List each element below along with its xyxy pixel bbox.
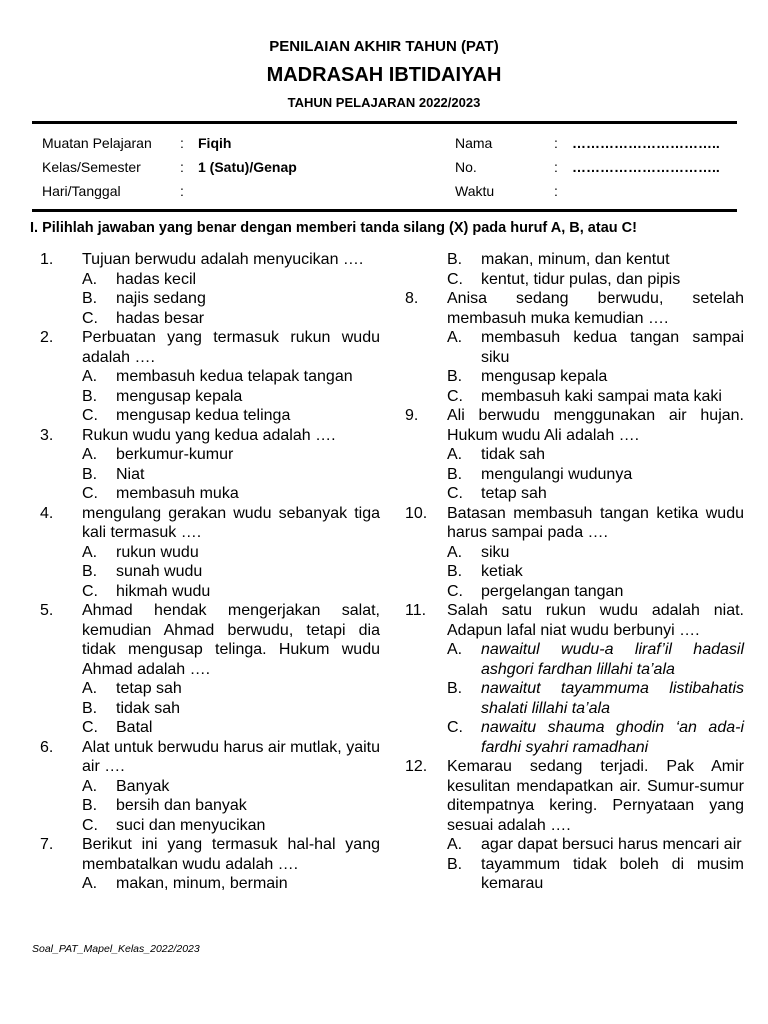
info-subject-label: Muatan Pelajaran (42, 135, 152, 151)
info-class-label: Kelas/Semester (42, 159, 141, 175)
question-item (40, 504, 380, 543)
question-item (405, 601, 744, 640)
info-divider (32, 209, 737, 212)
option-text: bersih dan banyak (116, 797, 247, 814)
option-text: membasuh kedua telapak tangan (116, 368, 353, 385)
exam-title: PENILAIAN AKHIR TAHUN (PAT) (269, 38, 499, 55)
info-time-sep: : (554, 183, 558, 199)
option-letter: C. (82, 485, 98, 502)
answer-option (405, 562, 744, 582)
question-item (405, 406, 744, 445)
option-letter: A. (82, 368, 98, 385)
question-item (405, 757, 744, 835)
info-date-label: Hari/Tanggal (42, 183, 121, 199)
answer-option (405, 465, 744, 485)
option-text: nawaitul wudu-a liraf’il hadasil ashgori fardhan lillahi ta’ala (481, 641, 744, 678)
option-letter: B. (447, 465, 463, 483)
option-text: tetap sah (116, 680, 182, 697)
question-number: 5. (40, 602, 54, 619)
answer-option (40, 465, 380, 485)
answer-option (405, 270, 744, 290)
info-subject-sep: : (180, 135, 184, 151)
option-letter: A. (82, 777, 98, 795)
info-class-value: 1 (Satu)/Genap (198, 159, 297, 175)
academic-year: TAHUN PELAJARAN 2022/2023 (287, 95, 481, 110)
option-text: membasuh muka (116, 485, 239, 502)
answer-option (405, 543, 744, 563)
question-item (40, 328, 380, 367)
option-letter: B. (82, 699, 98, 717)
option-letter: B. (447, 563, 463, 580)
option-text: hadas kecil (116, 270, 197, 288)
option-text: makan, minum, bermain (116, 875, 288, 892)
option-letter: B. (447, 855, 463, 873)
info-class-sep: : (180, 159, 184, 175)
option-text: sunah wudu (116, 563, 203, 580)
answer-option (40, 816, 380, 836)
info-subject-value: Fiqih (198, 135, 232, 151)
option-text: agar dapat bersuci harus mencari air (481, 836, 742, 853)
option-letter: C. (82, 582, 98, 600)
answer-option (40, 445, 380, 465)
footer-code: Soal_PAT_Mapel_Kelas_2022/2023 (32, 943, 200, 955)
question-text: Tujuan berwudu adalah menyucikan …. (82, 251, 364, 268)
question-number: 3. (40, 426, 54, 444)
option-text: hikmah wudu (116, 582, 211, 600)
questions-right-column (405, 250, 744, 894)
question-number: 1. (40, 251, 54, 268)
answer-option (40, 367, 380, 387)
option-letter: A. (447, 641, 463, 658)
option-text: mengusap kepala (116, 387, 243, 405)
option-text: nawaitut tayammuma listibahatis shalati lillahi ta’ala (481, 680, 744, 717)
question-text: Perbuatan yang termasuk rukun wudu adalah …. (82, 329, 380, 366)
answer-option (40, 543, 380, 563)
question-text: mengulang gerakan wudu sebanyak tiga kali termasuk …. (82, 504, 380, 541)
answer-option (405, 640, 744, 679)
option-letter: B. (447, 368, 463, 385)
option-letter: B. (82, 387, 98, 405)
option-text: tidak sah (116, 699, 181, 717)
info-name-label: Nama (455, 135, 493, 151)
option-text: membasuh kedua tangan sampai siku (481, 329, 744, 366)
option-text: tayammum tidak boleh di musim kemarau (481, 855, 744, 892)
option-letter: C. (447, 582, 463, 600)
option-letter: C. (447, 485, 463, 502)
question-text: Anisa sedang berwudu, setelah membasuh muka kemudian …. (447, 290, 744, 327)
info-name-field: ………………………….. (572, 135, 720, 151)
option-letter: B. (447, 251, 463, 268)
option-text: siku (481, 543, 510, 561)
answer-option (405, 367, 744, 387)
answer-option (405, 387, 744, 407)
option-text: tetap sah (481, 485, 547, 502)
option-text: mengusap kepala (481, 368, 608, 385)
question-text: Rukun wudu yang kedua adalah …. (82, 426, 336, 444)
school-name: MADRASAH IBTIDAIYAH (266, 64, 502, 86)
question-text: Berikut ini yang termasuk hal-hal yang membatalkan wudu adalah …. (82, 836, 380, 873)
option-letter: C. (447, 387, 463, 405)
question-text: Ali berwudu menggunakan air hujan. Hukum wudu Ali adalah …. (447, 407, 744, 444)
question-number: 11. (405, 602, 427, 619)
question-item (40, 835, 380, 874)
option-text: membasuh kaki sampai mata kaki (481, 387, 722, 405)
info-number-label: No. (455, 159, 477, 175)
info-time-label: Waktu (455, 183, 495, 199)
answer-option (405, 484, 744, 504)
answer-option (40, 562, 380, 582)
option-text: najis sedang (116, 290, 206, 307)
option-text: mengulangi wudunya (481, 465, 633, 483)
question-text: Salah satu rukun wudu adalah niat. Adapun lafal niat wudu berbunyi …. (447, 602, 744, 639)
info-name-sep: : (554, 135, 558, 151)
questions-left-column (40, 250, 380, 894)
answer-option (405, 328, 744, 367)
answer-option (405, 250, 744, 270)
option-letter: A. (82, 270, 98, 288)
info-date-sep: : (180, 183, 184, 199)
answer-option (405, 718, 744, 757)
option-letter: A. (447, 543, 463, 561)
answer-option (405, 855, 744, 894)
question-item (405, 289, 744, 328)
option-letter: A. (82, 875, 98, 892)
answer-option (405, 445, 744, 465)
question-text: Ahmad hendak mengerjakan salat, kemudian Ahmad berwudu, tetapi dia tidak mengusap telinga. Hukum wudu Ahmad adalah …. (82, 602, 380, 678)
option-text: tidak sah (481, 446, 546, 463)
option-text: nawaitu shauma ghodin ‘an ada-i fardhi syahri ramadhani (481, 719, 744, 756)
option-letter: A. (447, 836, 463, 853)
option-text: ketiak (481, 563, 523, 580)
option-letter: A. (82, 543, 98, 561)
option-letter: A. (447, 446, 463, 463)
answer-option (40, 270, 380, 290)
option-text: suci dan menyucikan (116, 816, 266, 834)
question-text: Batasan membasuh tangan ketika wudu harus sampai pada …. (447, 504, 744, 541)
question-item (40, 738, 380, 777)
answer-option (40, 309, 380, 329)
question-text: Alat untuk berwudu harus air mutlak, yaitu air …. (82, 738, 380, 775)
question-item (405, 504, 744, 543)
option-text: pergelangan tangan (481, 582, 624, 600)
option-letter: B. (82, 797, 98, 814)
answer-option (40, 679, 380, 699)
answer-option (40, 387, 380, 407)
question-number: 12. (405, 758, 428, 775)
answer-option (40, 796, 380, 816)
answer-option (40, 406, 380, 426)
answer-option (40, 484, 380, 504)
info-number-sep: : (554, 159, 558, 175)
option-text: Niat (116, 465, 145, 483)
option-text: berkumur-kumur (116, 446, 234, 463)
option-text: makan, minum, dan kentut (481, 251, 670, 268)
question-number: 7. (40, 836, 54, 853)
option-letter: C. (82, 309, 98, 327)
question-number: 6. (40, 738, 54, 756)
answer-option (40, 582, 380, 602)
option-letter: B. (82, 563, 98, 580)
question-number: 2. (40, 329, 54, 346)
option-letter: A. (82, 446, 98, 463)
top-divider (32, 121, 737, 124)
option-letter: C. (447, 270, 463, 288)
instruction: I. Pilihlah jawaban yang benar dengan memberi tanda silang (X) pada huruf A, B, atau C! (30, 220, 637, 236)
option-letter: C. (447, 719, 463, 736)
option-text: Batal (116, 719, 153, 736)
option-letter: C. (82, 719, 98, 736)
option-text: kentut, tidur pulas, dan pipis (481, 270, 681, 288)
question-item (40, 601, 380, 679)
question-number: 9. (405, 407, 419, 424)
option-letter: B. (447, 680, 463, 697)
answer-option (405, 835, 744, 855)
question-text: Kemarau sedang terjadi. Pak Amir kesulitan mendapatkan air. Sumur-sumur ditempatnya kering. Pernyataan yang sesuai adalah …. (447, 758, 744, 834)
answer-option (40, 699, 380, 719)
option-letter: B. (82, 465, 98, 483)
answer-option (405, 679, 744, 718)
option-letter: A. (82, 680, 98, 697)
option-text: mengusap kedua telinga (116, 407, 291, 424)
answer-option (40, 874, 380, 894)
option-text: Banyak (116, 777, 170, 795)
answer-option (40, 718, 380, 738)
question-number: 4. (40, 504, 54, 522)
option-letter: A. (447, 329, 463, 346)
info-number-field: ………………………….. (572, 159, 720, 175)
option-letter: C. (82, 407, 98, 424)
option-text: rukun wudu (116, 543, 199, 561)
question-number: 10. (405, 504, 428, 522)
question-item (40, 250, 380, 270)
question-item (40, 426, 380, 446)
option-text: hadas besar (116, 309, 205, 327)
question-number: 8. (405, 290, 419, 307)
answer-option (40, 289, 380, 309)
option-letter: C. (82, 816, 98, 834)
option-letter: B. (82, 290, 98, 307)
answer-option (40, 777, 380, 797)
answer-option (405, 582, 744, 602)
